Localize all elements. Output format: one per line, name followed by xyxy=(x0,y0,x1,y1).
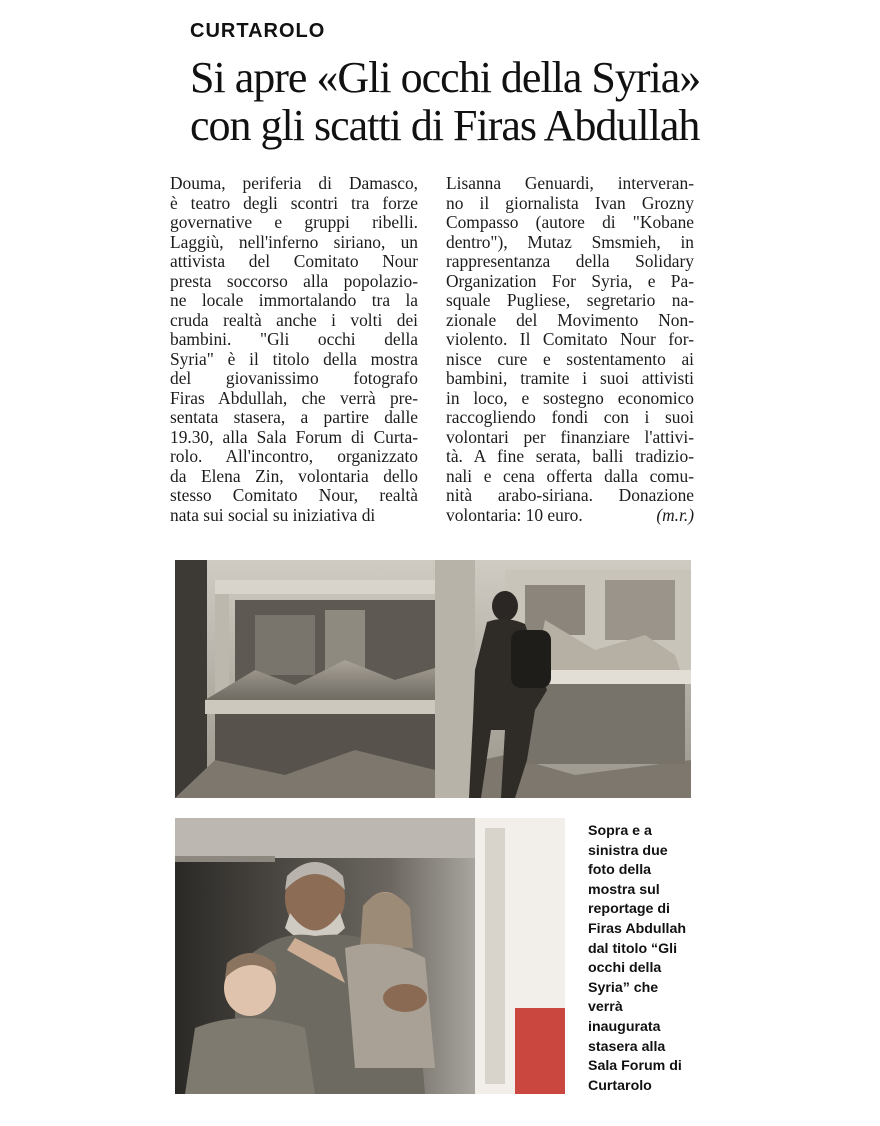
body-text-left-line: presta soccorso alla popolazio- xyxy=(170,271,418,291)
headline-line-1: Si apre «Gli occhi della Syria» xyxy=(190,53,701,102)
body-text-left-line: governative e gruppi ribelli. xyxy=(170,213,418,232)
body-text-left-line: da Elena Zin, volontaria dello xyxy=(170,466,418,486)
body-text-right-line: volontari per finanziare l'attivi- xyxy=(446,427,694,447)
body-text-left-line: sentata stasera, a partire dalle xyxy=(170,408,418,427)
body-text-right-line: nità arabo-siriana. Donazione xyxy=(446,486,694,505)
body-text-right-line: violento. Il Comitato Nour for- xyxy=(446,330,694,349)
body-text-left-line: Douma, periferia di Damasco, xyxy=(170,174,418,193)
caption-line: mostra sul xyxy=(588,881,660,898)
body-text-left-line: Firas Abdullah, che verrà pre- xyxy=(170,388,418,408)
body-text-right-line: in loco, e sostegno economico xyxy=(446,388,694,408)
body-text-right-line: nisce cure e sostentamento ai xyxy=(446,349,694,369)
headline-line-2: con gli scatti di Firas Abdullah xyxy=(190,101,700,150)
photo-caption xyxy=(588,822,718,1096)
body-text-left-line: 19.30, alla Sala Forum di Curta- xyxy=(170,427,418,447)
caption-line: inaugurata xyxy=(588,1018,661,1035)
headline xyxy=(190,54,830,150)
destroyed-building-image xyxy=(175,560,691,798)
body-text-left-line: Laggiù, nell'inferno siriano, un xyxy=(170,232,418,252)
caption-line: foto della xyxy=(588,862,652,879)
body-text-right-line: dentro"), Mutaz Smsmieh, in xyxy=(446,232,694,252)
body-text-left-line: stesso Comitato Nour, realtà xyxy=(170,486,418,505)
caption-line: dal titolo “Gli xyxy=(588,940,678,957)
body-text-left-line: cruda realtà anche i volti dei xyxy=(170,310,418,330)
body-text-right-line: Lisanna Genuardi, interveran- xyxy=(446,174,694,193)
body-text-left-line: Syria" è il titolo della mostra xyxy=(170,349,418,369)
body-text-right-line: rappresentanza della Solidary xyxy=(446,252,694,271)
body-text-left-line: ne locale immortalando tra la xyxy=(170,291,418,310)
caption-line: Curtarolo xyxy=(588,1077,652,1094)
body-text-right-line: squale Pugliese, segretario na- xyxy=(446,291,694,310)
body-text-right-line: bambini, tramite i suoi attivisti xyxy=(446,369,694,388)
caption-line: verrà xyxy=(588,999,623,1016)
caption-line: Syria” che xyxy=(588,979,659,996)
author-byline: (m.r.) xyxy=(656,504,694,525)
caption-line: Sala Forum di xyxy=(588,1058,682,1075)
body-text-right-line: nali e cena offerta dalla comu- xyxy=(446,466,694,486)
body-text-right-line: Organization For Syria, e Pa- xyxy=(446,271,694,291)
body-text-left-line: nata sui social su iniziativa di xyxy=(170,504,376,525)
caption-line: sinistra due xyxy=(588,842,668,859)
body-text-right-line: volontaria: 10 euro. xyxy=(446,504,583,525)
article-column-right xyxy=(446,174,694,525)
caption-line: occhi della xyxy=(588,960,662,977)
body-text-left-line: attivista del Comitato Nour xyxy=(170,252,418,271)
photo-destroyed-building xyxy=(175,560,691,798)
body-text-right-line: no il giornalista Ivan Grozny xyxy=(446,193,694,213)
caption-line: stasera alla xyxy=(588,1038,666,1055)
caption-line: reportage di xyxy=(588,901,670,918)
body-text-left-line: bambini. "Gli occhi della xyxy=(170,330,418,349)
section-kicker: CURTAROLO xyxy=(190,20,326,42)
body-text-right-line: raccogliendo fondi con i suoi xyxy=(446,408,694,427)
body-text-left-line: del giovanissimo fotografo xyxy=(170,369,418,388)
body-text-left-line: è teatro degli scontri tra forze xyxy=(170,193,418,213)
body-text-right-line: zionale del Movimento Non- xyxy=(446,310,694,330)
photo-man-with-children xyxy=(175,818,565,1094)
caption-line: Firas Abdullah xyxy=(588,920,687,937)
body-text-left-line: rolo. All'incontro, organizzato xyxy=(170,447,418,466)
caption-line: Sopra e a xyxy=(588,823,652,839)
body-text-right-line: Compasso (autore di "Kobane xyxy=(446,213,694,232)
article-column-left xyxy=(170,174,418,525)
body-text-right-line: tà. A fine serata, balli tradizio- xyxy=(446,447,694,466)
man-with-children-image xyxy=(175,818,565,1094)
